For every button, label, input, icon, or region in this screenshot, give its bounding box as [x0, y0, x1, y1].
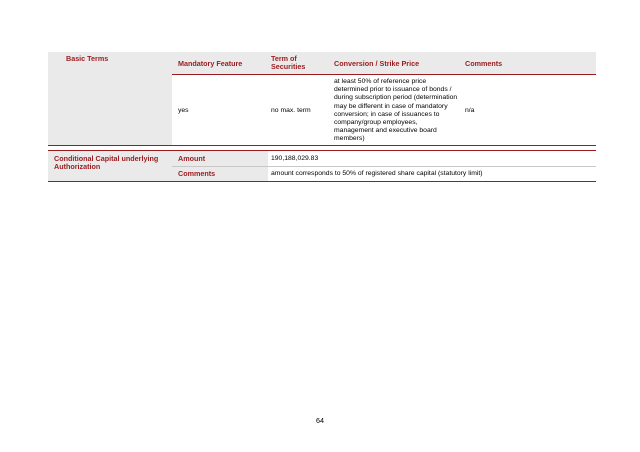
comments-value: amount corresponds to 50% of registered share capital (statutory limit): [271, 170, 483, 177]
header-term-of-securities: Term of Securities: [271, 54, 306, 72]
amount-label: Amount: [178, 154, 206, 163]
conditional-capital-label: Conditional Capital underlying Authorization: [54, 154, 159, 172]
page-number: 64: [316, 416, 324, 425]
basic-terms-bottom-rule: [48, 145, 596, 146]
conditional-capital-bottom-rule: [48, 181, 596, 182]
value-conversion-strike-price: at least 50% of reference price determined prior to issuance of bonds / during subscription period (determination may be different in case of mandatory conversion; in case of issuances to company/group employees, management and executive board members): [334, 78, 458, 143]
value-comments: n/a: [465, 107, 475, 114]
basic-terms-label: Basic Terms: [66, 54, 109, 63]
conditional-capital-mid-rule: [172, 166, 596, 167]
basic-terms-label-cell: [48, 52, 172, 146]
header-divider: [172, 74, 596, 75]
conditional-capital-top-rule: [48, 150, 596, 151]
header-conversion-strike-price: Conversion / Strike Price: [334, 59, 420, 68]
amount-value: 190,188,029.83: [271, 155, 319, 162]
header-mandatory-feature: Mandatory Feature: [178, 59, 243, 68]
header-comments: Comments: [465, 59, 503, 68]
value-term-of-securities: no max. term: [271, 107, 311, 114]
value-mandatory-feature: yes: [178, 107, 189, 114]
comments-label: Comments: [178, 169, 216, 178]
